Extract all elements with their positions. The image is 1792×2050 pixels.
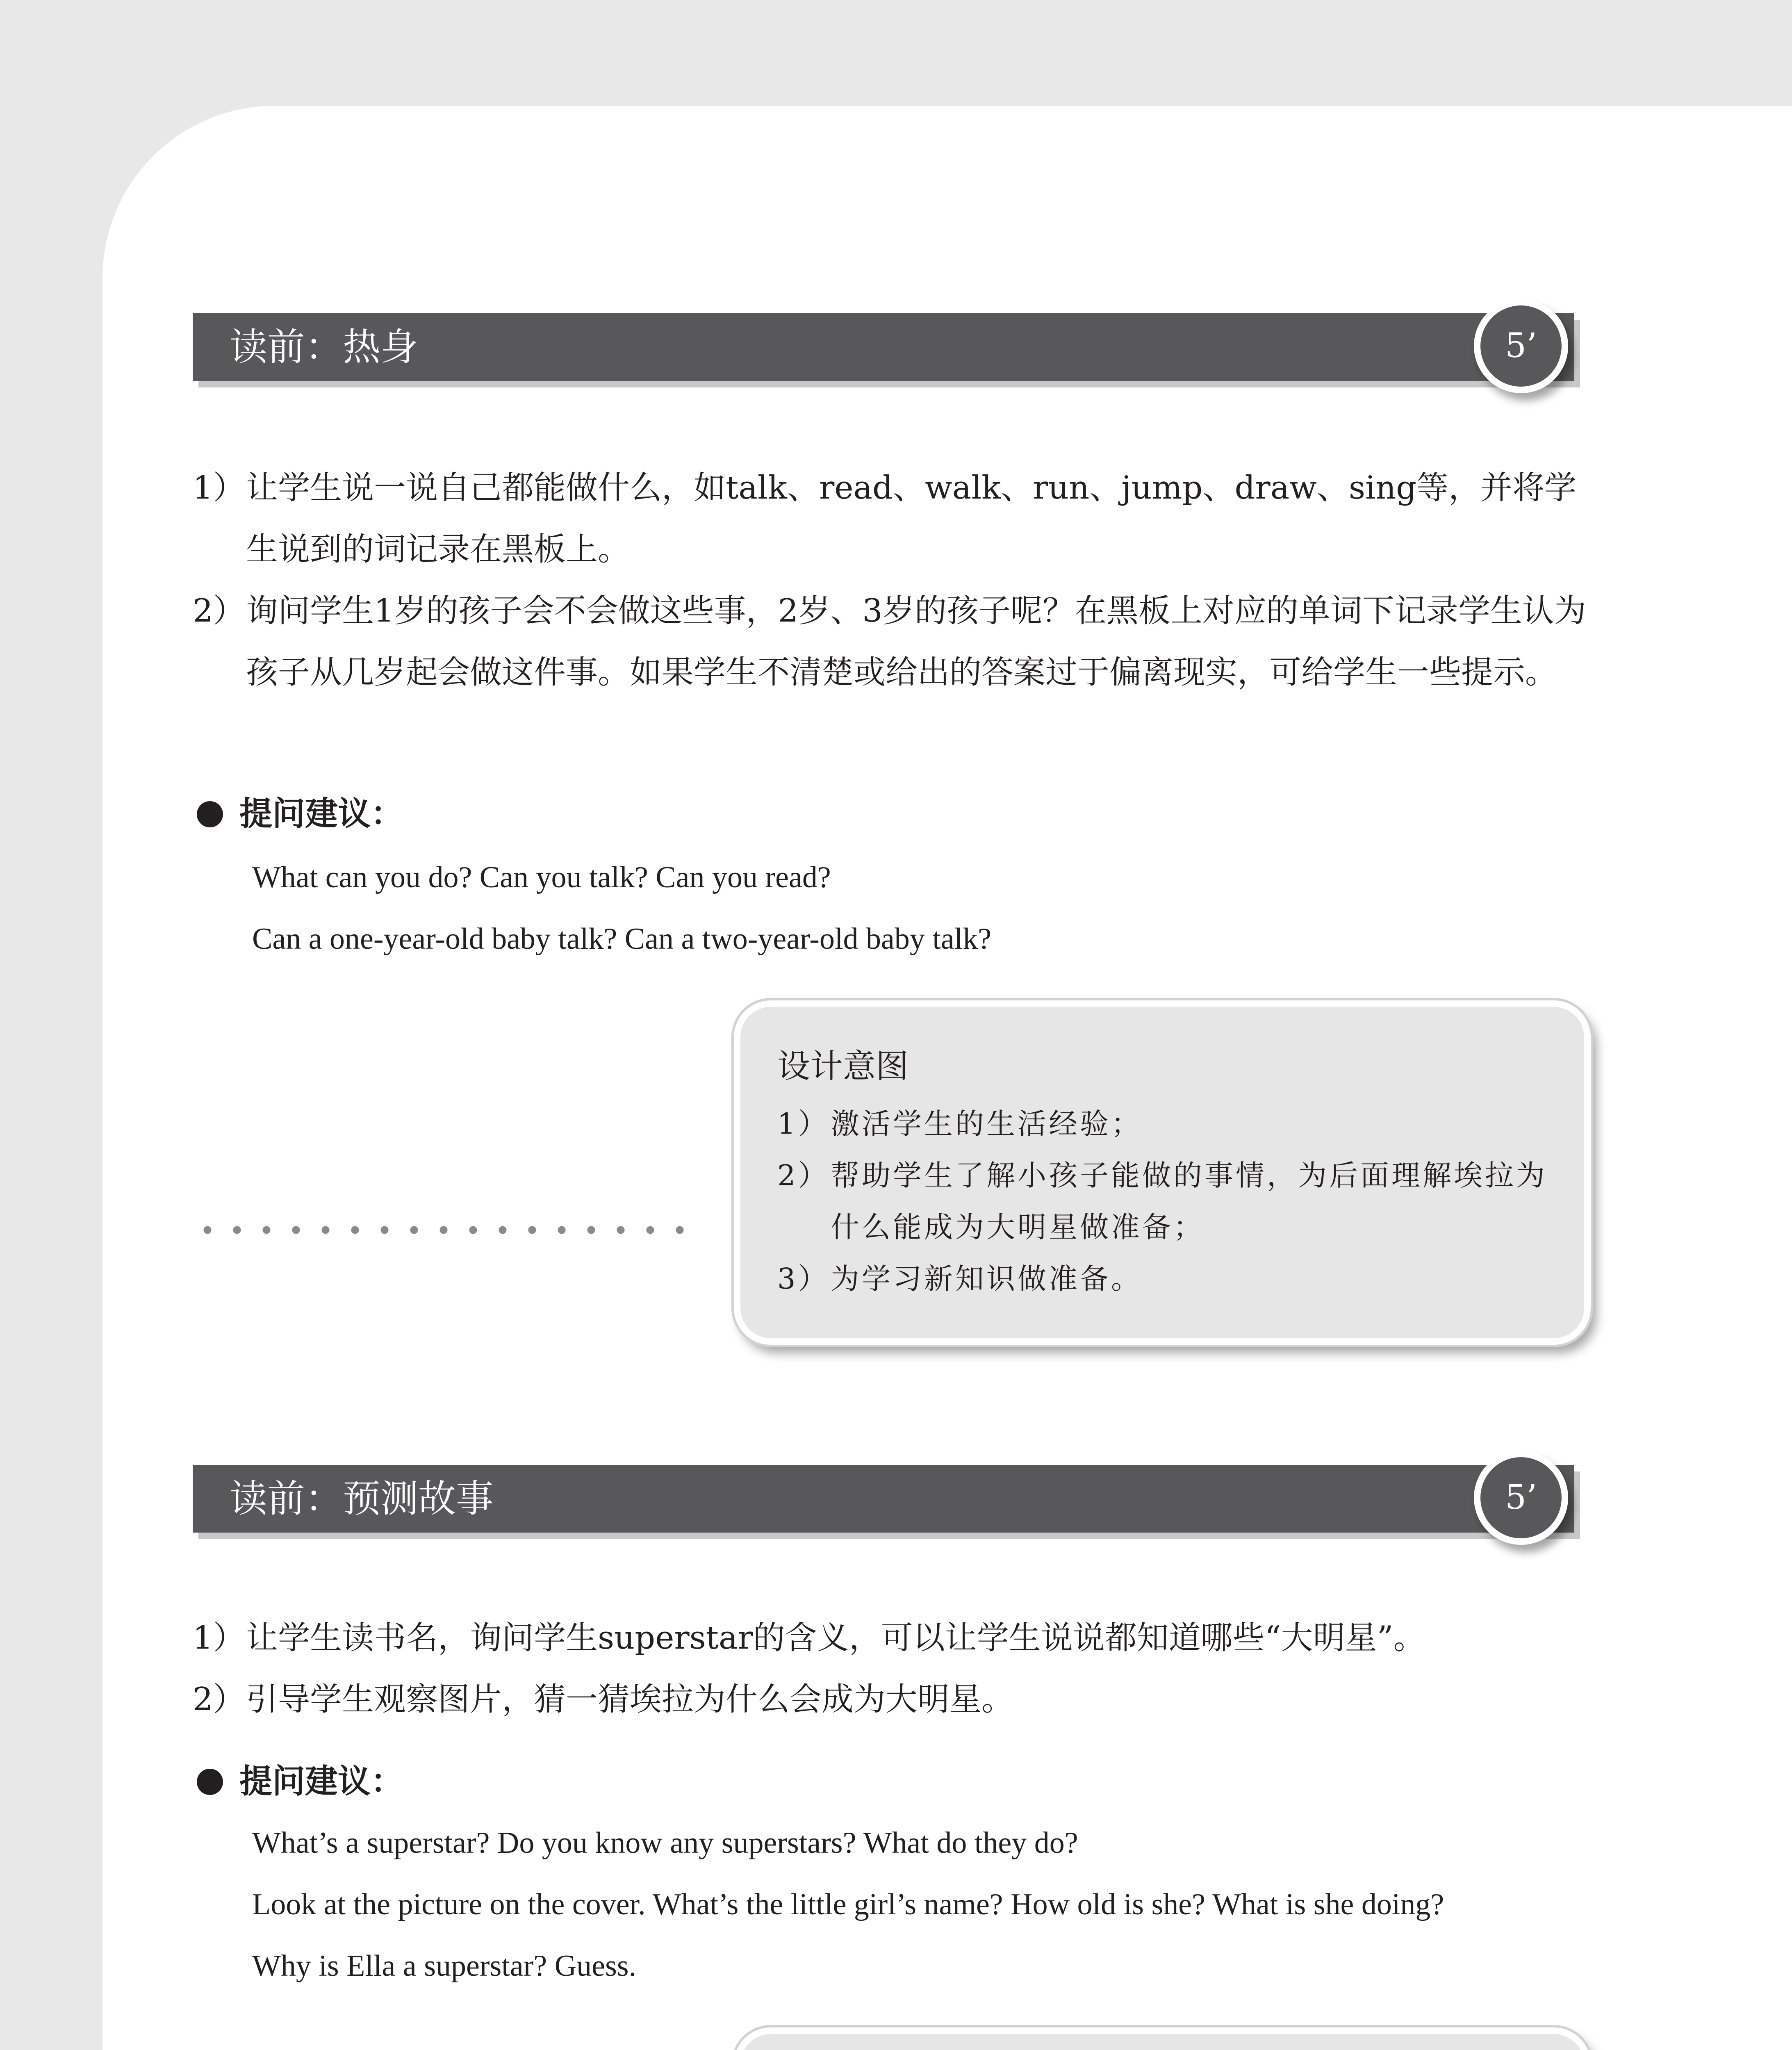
dotted-divider	[193, 1226, 701, 1234]
section-title: 读前：预测故事	[230, 1477, 494, 1521]
section-title: 读前：热身	[230, 325, 419, 369]
questions-heading: 提问建议：	[197, 789, 403, 838]
question-line: What’s a superstar? Do you know any superstars? What do they do?	[252, 1826, 1078, 1860]
time-badge: 5’	[1474, 299, 1568, 393]
question-line: Why is Ella a superstar? Guess.	[252, 1949, 637, 1983]
design-intent-item: 1） 激活学生的生活经验；	[777, 1107, 1142, 1141]
design-intent-item: 3） 为学习新知识做准备。	[777, 1262, 1142, 1296]
bullet-icon	[197, 1769, 223, 1795]
step-item: 1） 让学生读书名，询问学生superstar的含义，可以让学生说说都知道哪些“大明星”。	[193, 1620, 1425, 1656]
step-item: 1） 让学生说一说自己都能做什么，如talk、read、walk、run、jump、draw、sing等，并将学生说到的词记录在黑板上。	[193, 469, 1577, 568]
design-intent-title: 设计意图	[777, 1047, 909, 1085]
design-intent-box	[734, 1000, 1591, 1345]
bullet-icon	[197, 801, 223, 827]
section-header-prediction	[193, 1465, 1574, 1533]
question-line: Can a one-year-old baby talk? Can a two-year-old baby talk?	[252, 922, 992, 956]
questions-heading: 提问建议：	[197, 1757, 403, 1806]
question-line: What can you do? Can you talk? Can you read?	[252, 861, 831, 894]
step-item: 2） 引导学生观察图片，猜一猜埃拉为什么会成为大明星。	[193, 1681, 1014, 1718]
time-badge: 5’	[1474, 1451, 1568, 1545]
question-line: Look at the picture on the cover. What’s the little girl’s name? How old is she? What is she doing?	[252, 1888, 1444, 1921]
section-header-warmup	[193, 313, 1574, 381]
step-item: 2） 询问学生1岁的孩子会不会做这些事，2岁、3岁的孩子呢？在黑板上对应的单词下记录学生认为孩子从几岁起会做这件事。如果学生不清楚或给出的答案过于偏离现实，可给学生一些提示。	[193, 592, 1586, 691]
design-intent-box	[734, 2027, 1591, 2050]
design-intent-item: 2） 帮助学生了解小孩子能做的事情，为后面理解埃拉为什么能成为大明星做准备；	[777, 1159, 1547, 1244]
